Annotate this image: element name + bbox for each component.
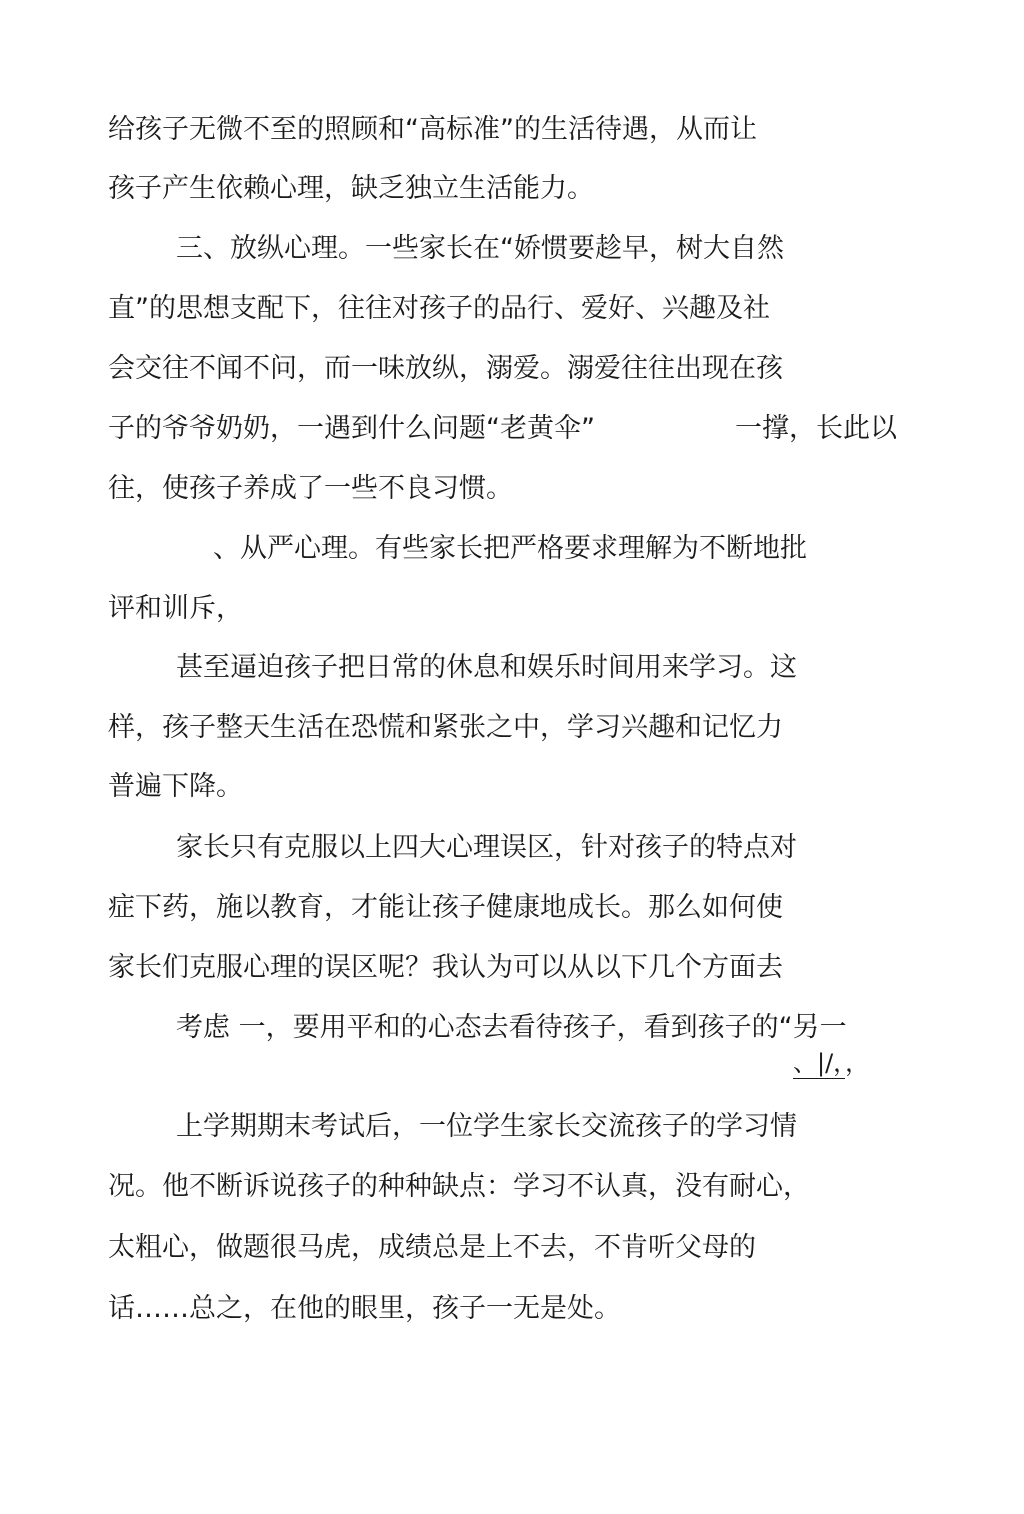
text-line-7: 往，使孩子养成了一些不良习惯。 [108, 473, 513, 504]
fragment-underline [793, 1078, 845, 1079]
text-line-17: 上学期期末考试后，一位学生家长交流孩子的学习情 [176, 1111, 797, 1142]
text-line-4: 直”的思想支配下，往往对孩子的品行、爱好、兴趣及社 [108, 293, 770, 324]
text-line-12: 普遍下降。 [108, 771, 243, 802]
text-line-1: 给孩子无微不至的照顾和“高标准”的生活待遇，从而让 [108, 114, 757, 145]
text-line-13: 家长只有克服以上四大心理误区，针对孩子的特点对 [176, 832, 797, 863]
text-line-8: 、从严心理。有些家长把严格要求理解为不断地批 [213, 533, 807, 564]
text-line-6b: 一撑，长此以 [735, 413, 897, 444]
text-line-9: 评和训斥， [108, 593, 243, 624]
text-line-18: 况。他不断诉说孩子的种种缺点：学习不认真，没有耐心， [108, 1171, 810, 1202]
text-line-16-fragment: 、|/，， [793, 1049, 870, 1077]
text-line-14: 症下药，施以教育，才能让孩子健康地成长。那么如何使 [108, 892, 783, 923]
text-line-5: 会交往不闻不问，而一味放纵，溺爱。溺爱往往出现在孩 [108, 353, 783, 384]
text-line-6a: 子的爷爷奶奶，一遇到什么问题“老黄伞” [108, 413, 595, 444]
text-line-16: 考虑 一，要用平和的心态去看待孩子，看到孩子的“另一 [176, 1012, 847, 1043]
text-line-3: 三、放纵心理。一些家长在“娇惯要趁早，树大自然 [176, 233, 784, 264]
text-line-10: 甚至逼迫孩子把日常的休息和娱乐时间用来学习。这 [176, 652, 797, 683]
text-line-15: 家长们克服心理的误区呢？我认为可以从以下几个方面去 [108, 952, 783, 983]
text-line-19: 太粗心，做题很马虎，成绩总是上不去，不肯听父母的 [108, 1232, 756, 1263]
text-line-2: 孩子产生依赖心理，缺乏独立生活能力。 [108, 173, 594, 204]
text-line-20: 话……总之，在他的眼里，孩子一无是处。 [108, 1293, 621, 1324]
text-line-11: 样，孩子整天生活在恐慌和紧张之中，学习兴趣和记忆力 [108, 712, 783, 743]
